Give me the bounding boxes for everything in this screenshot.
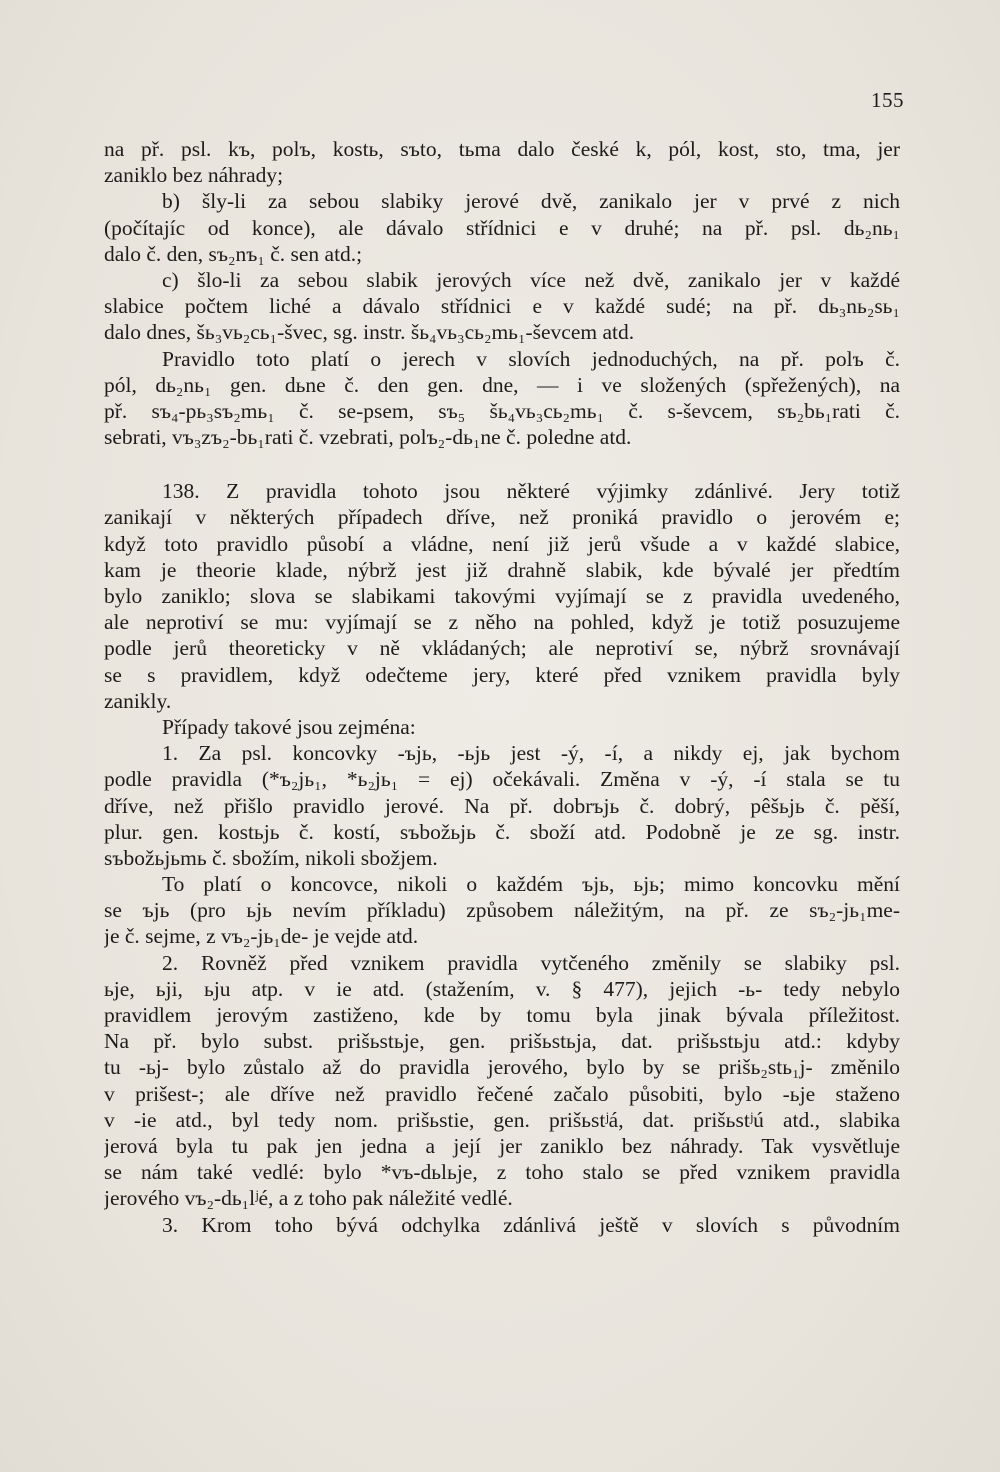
text-line: podle jerů theoreticky v ně vkládaných; ale neprotiví se, nýbrž srovnávají (104, 636, 900, 661)
text-line: dříve, než přišlo pravidlo jerové. Na př. dobrъjь č. dobrý, pêšьjь č. pěší, (104, 793, 900, 818)
text-line: To platí o koncovce, nikoli o každém ъjь, ьjь; mimo koncovku mění (162, 872, 900, 897)
text-line: dalo č. den, sъ₂nъ₁ č. sen atd.; (104, 241, 363, 266)
text-line: na př. psl. kъ, polъ, kostь, sъto, tьma dalo české k, pól, kost, sto, tma, jer (104, 137, 900, 161)
paragraph-gap (104, 450, 900, 478)
text-line: se s pravidlem, když odečteme jery, které před vznikem pravidla byly (104, 662, 900, 687)
text-line: podle pravidla (*ъ₂jь₁, *ь₂jь₁ = ej) očekávali. Změna v -ý, -í stala se tu (104, 767, 900, 792)
text-line: v prišest-; ale dříve než pravidlo řečené začalo působiti, bylo -ьje staženo (104, 1081, 900, 1106)
text-line: 2. Rovněž před vznikem pravidla vytčeného změnily se slabiky psl. (162, 950, 900, 975)
text-line: je č. sejme, z vъ₂-jь₁de- je vejde atd. (104, 924, 419, 949)
text-line: zanikly. (104, 688, 172, 713)
text-line: Na př. bylo subst. prišьstьje, gen. prišьstьja, dat. prišьstьju atd.: kdyby (104, 1029, 900, 1054)
text-line: jerového vъ₂-dь₁lʲé, a z toho pak náležité vedlé. (104, 1186, 513, 1211)
text-line: sebrati, vъ₃zъ₂-bь₁rati č. vzebrati, polъ₂-dь₁ne č. poledne atd. (104, 425, 632, 450)
text-line: sъbožьjьmь č. sbožím, nikoli sbožjem. (104, 845, 438, 870)
text-line: 3. Krom toho bývá odchylka zdánlivá ještě v slovích s původním (162, 1212, 900, 1237)
body-text (104, 136, 900, 1238)
text-line: 138. Z pravidla tohoto jsou některé výjimky zdánlivé. Jery totiž (162, 479, 900, 504)
text-line: bylo zaniklo; slova se slabikami takovými vyjímají se z pravidla uvedeného, (104, 584, 900, 608)
text-line: zanikají v některých případech dříve, než proniká pravidlo o jerovém e; (104, 505, 900, 530)
text-line: slabice počtem liché a dávalo střídnici e v každé sudé; na př. dь₃nь₂sь₁ (104, 294, 900, 319)
text-line: ьje, ьji, ьju atp. v ie atd. (stažením, v. § 477), jejich -ь- tedy nebylo (104, 976, 900, 1001)
text-line: př. sъ₄-pь₃sъ₂mь₁ č. se-psem, sъ₅ šь₄vь₃cь₂mь₁ č. s-ševcem, sъ₂bь₁rati č. (104, 398, 900, 423)
text-line: Pravidlo toto platí o jerech v slovích jednoduchých, na př. polъ č. (162, 346, 900, 371)
text-line: Případy takové jsou zejména: (162, 714, 416, 739)
text-line: se ъjь (pro ьjь nevím příkladu) způsobem náležitým, na př. ze sъ₂-jь₁me- (104, 898, 900, 923)
text-line: plur. gen. kostьjь č. kostí, sъbožьjь č. sboží atd. Podobně je ze sg. instr. (104, 819, 900, 844)
text-line: b) šly-li za sebou slabiky jerové dvě, zanikalo jer v prvé z nich (162, 189, 900, 214)
text-line: pravidlem jerovým zastiženo, kde by tomu byla jinak bývala příležitost. (104, 1003, 900, 1027)
text-line: (počítajíc od konce), ale dávalo střídnici e v druhé; na př. psl. dь₂nь₁ (104, 215, 900, 240)
text-line: dalo dnes, šь₃vь₂cь₁-švec, sg. instr. šь₄vь₃cь₂mь₁-ševcem atd. (104, 320, 635, 345)
text-line: c) šlo-li za sebou slabik jerových více než dvě, zanikalo jer v každé (162, 267, 900, 292)
text-line: se nám také vedlé: bylo *vъ-dьlьje, z toho stalo se před vznikem pravidla (104, 1160, 900, 1185)
text-line: kam je theorie klade, nýbrž jest již drahně slabik, kde bývalé jer předtím (104, 557, 900, 582)
text-line: tu -ьj- bylo zůstalo až do pravidla jerového, bylo by se prišь₂stь₁j- změnilo (104, 1055, 900, 1080)
text-line: zaniklo bez náhrady; (104, 163, 284, 188)
text-line: 1. Za psl. koncovky -ъjь, -ьjь jest -ý, -í, a nikdy ej, jak bychom (162, 741, 900, 766)
text-line: když toto pravidlo působí a vládne, není již jerů všude a v každé slabice, (104, 531, 900, 556)
text-line: ale neprotiví se mu: vyjímají se z něho na pohled, když je totiž posuzujeme (104, 610, 900, 635)
text-line: v -ie atd., byl tedy nom. prišьstie, gen. prišьstʲá, dat. prišьstʲú atd., slabika (104, 1107, 900, 1132)
text-line: pól, dь₂nь₁ gen. dьne č. den gen. dne, — i ve složených (spřežených), na (104, 372, 900, 397)
text-line: jerová byla tu pak jen jedna a její jer zaniklo bez náhrady. Tak vysvětluje (104, 1133, 900, 1158)
page-number: 155 (871, 88, 904, 112)
